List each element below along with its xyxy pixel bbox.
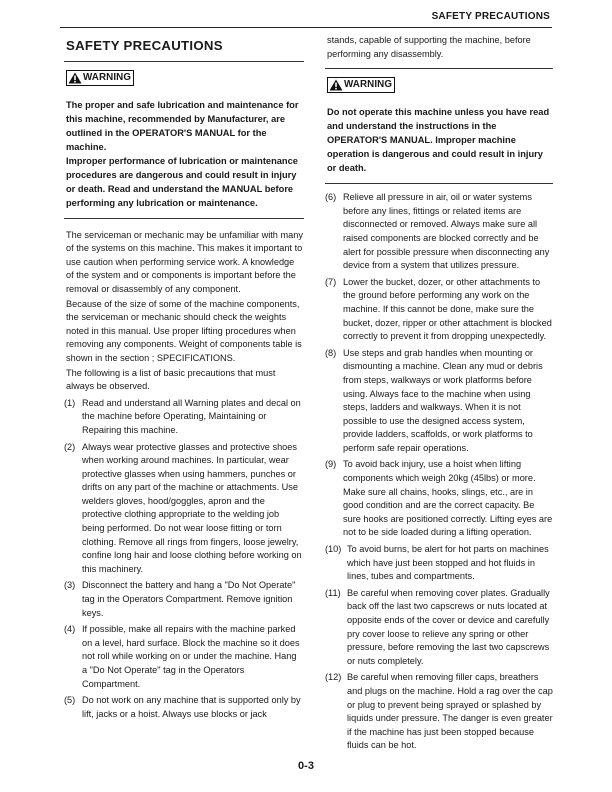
item-text: Disconnect the battery and hang a "Do Not Operate" tag in the Operators Compartment. Remove ignition keys. — [82, 580, 296, 618]
warning-paragraph: The proper and safe lubrication and maintenance for this machine, recommended by Manufacturer, are outlined in the OPERATOR'S MANUAL for the machine. — [66, 99, 299, 152]
left-column — [64, 34, 304, 724]
header-rule — [60, 27, 552, 28]
warning-top-rule — [325, 68, 553, 69]
item-number: (8) — [325, 347, 337, 358]
page-title: SAFETY PRECAUTIONS — [66, 38, 223, 53]
item-number: (11) — [325, 587, 341, 598]
warning-paragraph: Do not operate this machine unless you have read and understand the instructions in the OPERATOR'S MANUAL. Improper machine operation is dangerous and could result in injury or death. — [327, 107, 550, 174]
warning-label: WARNING — [344, 79, 393, 91]
item-text: Use steps and grab handles when mounting or dismounting a machine. Clean any mud or debris from steps, walkways or work platforms before using. Always face to the machine when using steps, ladders and walkways. When it is not possible to use the designed access system, provide ladders, scaffolds, or work platforms to perform safe repair operations. — [343, 347, 543, 453]
list-item — [64, 694, 304, 721]
item-number: (10) — [325, 544, 342, 555]
warning-triangle-icon — [329, 79, 343, 91]
body-paragraph: Because of the size of some of the machine components, the serviceman or mechanic should check the weights noted in this manual. Use proper lifting procedures when removing any components. Weight of components table is shown in the section ; SPECIFICATIONS. — [66, 298, 302, 363]
warning-badge — [66, 70, 134, 86]
item-number: (12) — [325, 672, 342, 683]
item-text: Do not work on any machine that is supported only by lift, jacks or a hoist. Always use blocks or jack — [82, 695, 301, 719]
item-text: Be careful when removing filler caps, breathers and plugs on the machine. Hold a rag over the cap or plug to prevent being sprayed or splashed by liquids under pressure. The danger is even greater if the machine has just been stopped because fluids can be hot. — [347, 672, 553, 751]
warning-label: WARNING — [83, 71, 132, 83]
right-column — [325, 34, 553, 756]
warning-text — [66, 98, 304, 210]
running-header: SAFETY PRECAUTIONS — [431, 11, 550, 22]
page-number: 0-3 — [298, 760, 314, 772]
warning-triangle-icon — [68, 72, 82, 84]
warning-rule — [64, 218, 304, 219]
body-paragraph: The serviceman or mechanic may be unfamiliar with many of the systems on this machine. This makes it important to use caution when performing service work. A knowledge of the system and or components is important before the removal or disassembly of any component. — [66, 229, 303, 294]
item-text: Always wear protective glasses and protective shoes when working around machines. In particular, wear protective glasses when using hammers, punches or drifts on any part of the machine or attachments. Use welders gloves, hood/goggles, apron and the protective clothing appropriate to the welding job being performed. Do not wear loose fitting or torn clothing. Remove all rings from fingers, loose jewelry, confine long hair and loose clothing before working on this machinery. — [82, 441, 302, 574]
list-item — [64, 579, 304, 620]
item-number: (9) — [325, 459, 337, 470]
list-item — [325, 347, 553, 456]
continuation-paragraph: stands, capable of supporting the machine, before performing any disassembly. — [327, 35, 531, 59]
precautions-list — [64, 397, 304, 722]
list-item — [64, 623, 304, 691]
item-number: (1) — [64, 397, 76, 408]
item-text: If possible, make all repairs with the machine parked on a level, hard surface. Block the machine so it does not roll while working on or under the machine. Hang a "Do Not Operate" tag in the Operators Compartment. — [82, 624, 300, 689]
item-text: Be careful when removing cover plates. Gradually back off the last two capscrews or nuts located at opposite ends of the cover or device and carefully pry cover loose to relieve any spring or other pressure, before removing the last two capscrews or nuts completely. — [347, 587, 550, 666]
list-item — [325, 191, 553, 273]
list-item — [325, 543, 553, 584]
list-item — [325, 458, 553, 540]
item-text: Lower the bucket, dozer, or other attachments to the ground before performing any work on the machine. If this cannot be done, make sure the bucket, dozer, ripper or other attachment is blocked correctly to prevent it from dropping unexpectedly. — [343, 276, 552, 342]
item-number: (4) — [64, 624, 76, 635]
list-item — [325, 276, 553, 344]
list-item — [325, 671, 553, 753]
title-rule — [64, 61, 304, 62]
list-item — [64, 441, 304, 577]
item-text: Read and understand all Warning plates and decal on the machine before Operating, Maintaining or Repairing this machine. — [82, 397, 301, 435]
item-text: To avoid back injury, use a hoist when lifting components which weigh 20kg (45lbs) or more. Make sure all chains, hooks, slings, etc., are in good condition and are the correct capacity. Be sure hooks are positioned correctly. Lifting eyes are not to be side loaded during a lifting operation. — [343, 459, 553, 538]
list-item — [64, 397, 304, 438]
body-paragraph: The following is a list of basic precautions that must always be observed. — [66, 367, 276, 392]
list-item — [325, 587, 553, 669]
warning-paragraph: Improper performance of lubrication or maintenance procedures are dangerous and could result in injury or death. Read and understand the MANUAL before performing any lubrication or maintenance. — [66, 155, 298, 208]
precautions-list — [325, 191, 553, 753]
item-number: (6) — [325, 192, 337, 203]
item-text: To avoid burns, be alert for hot parts on machines which have just been stopped and hot fluids in lines, tubes and compartments. — [347, 544, 549, 582]
item-number: (5) — [64, 695, 76, 706]
item-number: (2) — [64, 441, 76, 452]
item-text: Relieve all pressure in air, oil or water systems before any lines, fittings or related items are disconnected or removed. Always make sure all raised components are blocked correctly and be alert for possible pressure when disconnecting any device from a system that utilizes pressure. — [343, 192, 550, 271]
warning-text — [327, 105, 553, 175]
warning-rule — [325, 183, 553, 184]
item-number: (7) — [325, 276, 337, 287]
warning-badge — [327, 77, 395, 93]
item-number: (3) — [64, 580, 76, 591]
